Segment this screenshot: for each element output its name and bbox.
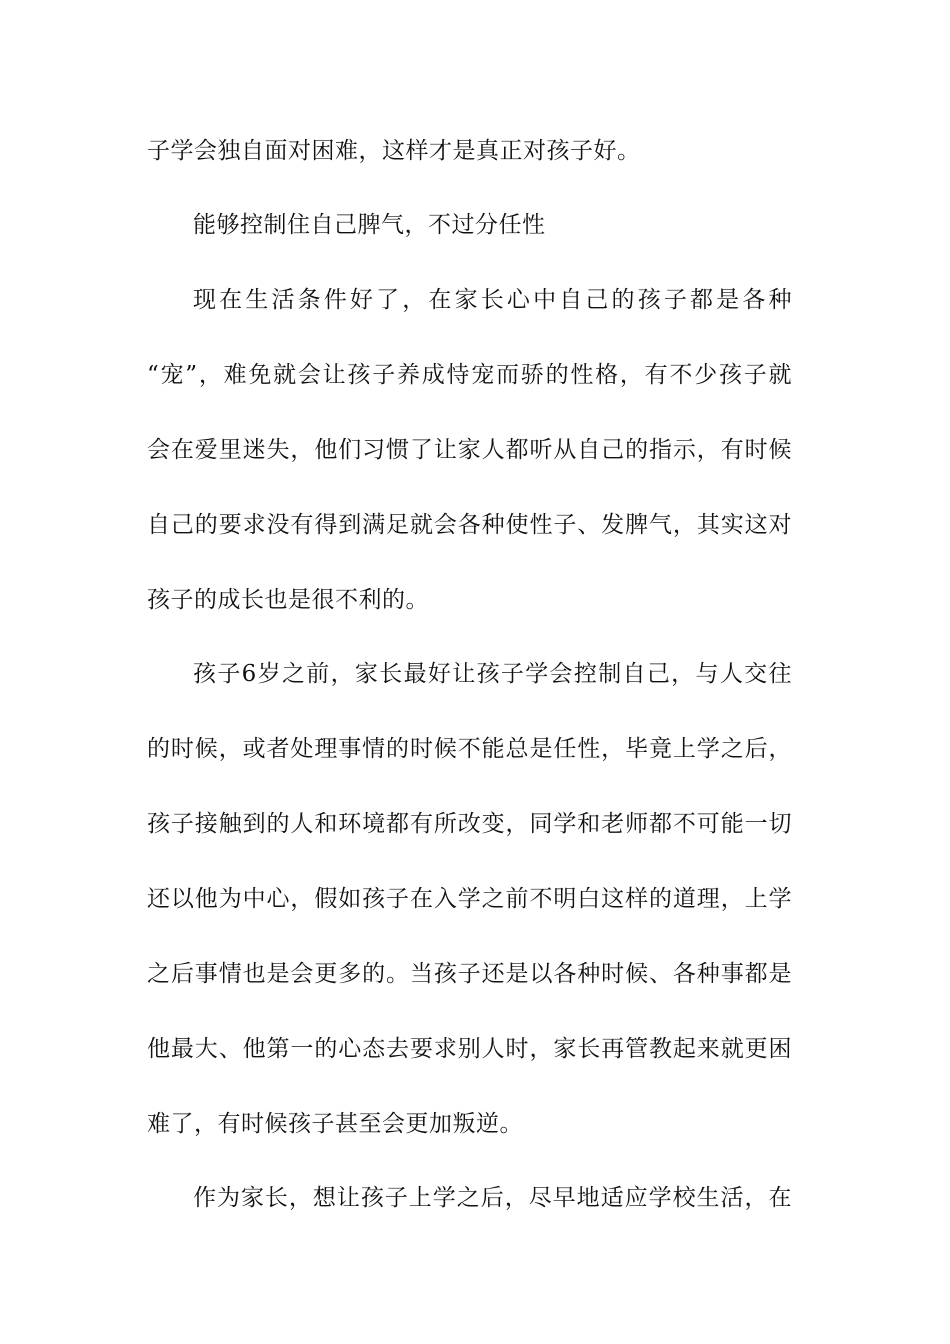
text-line-3: 现在生活条件好了，在家长心中自己的孩子都是各种: [193, 287, 792, 313]
text-line-13: 他最大、他第一的心态去要求别人时，家长再管教起来就更困: [147, 1036, 792, 1062]
text-line-8: 孩子6岁之前，家长最好让孩子学会控制自己，与人交往: [193, 661, 792, 687]
text-line-10: 孩子接触到的人和环境都有所改变，同学和老师都不可能一切: [147, 811, 792, 837]
section-heading: 能够控制住自己脾气，不过分任性: [193, 212, 546, 238]
text-line-5: 会在爱里迷失，他们习惯了让家人都听从自己的指示，有时候: [147, 437, 792, 463]
text-line-1: 子学会独自面对困难，这样才是真正对孩子好。: [147, 138, 641, 164]
text-line-7: 孩子的成长也是很不利的。: [147, 587, 429, 613]
text-line-14: 难了，有时候孩子甚至会更加叛逆。: [147, 1111, 523, 1137]
text-line-12: 之后事情也是会更多的。当孩子还是以各种时候、各种事都是: [147, 961, 792, 987]
text-line-15: 作为家长，想让孩子上学之后，尽早地适应学校生活，在: [193, 1185, 792, 1211]
text-line-6: 自己的要求没有得到满足就会各种使性子、发脾气，其实这对: [147, 512, 792, 538]
text-line-9: 的时候，或者处理事情的时候不能总是任性，毕竟上学之后，: [147, 736, 792, 762]
text-line-11: 还以他为中心，假如孩子在入学之前不明白这样的道理，上学: [147, 886, 792, 912]
text-line-4: “宠”，难免就会让孩子养成恃宠而骄的性格，有不少孩子就: [147, 362, 792, 388]
